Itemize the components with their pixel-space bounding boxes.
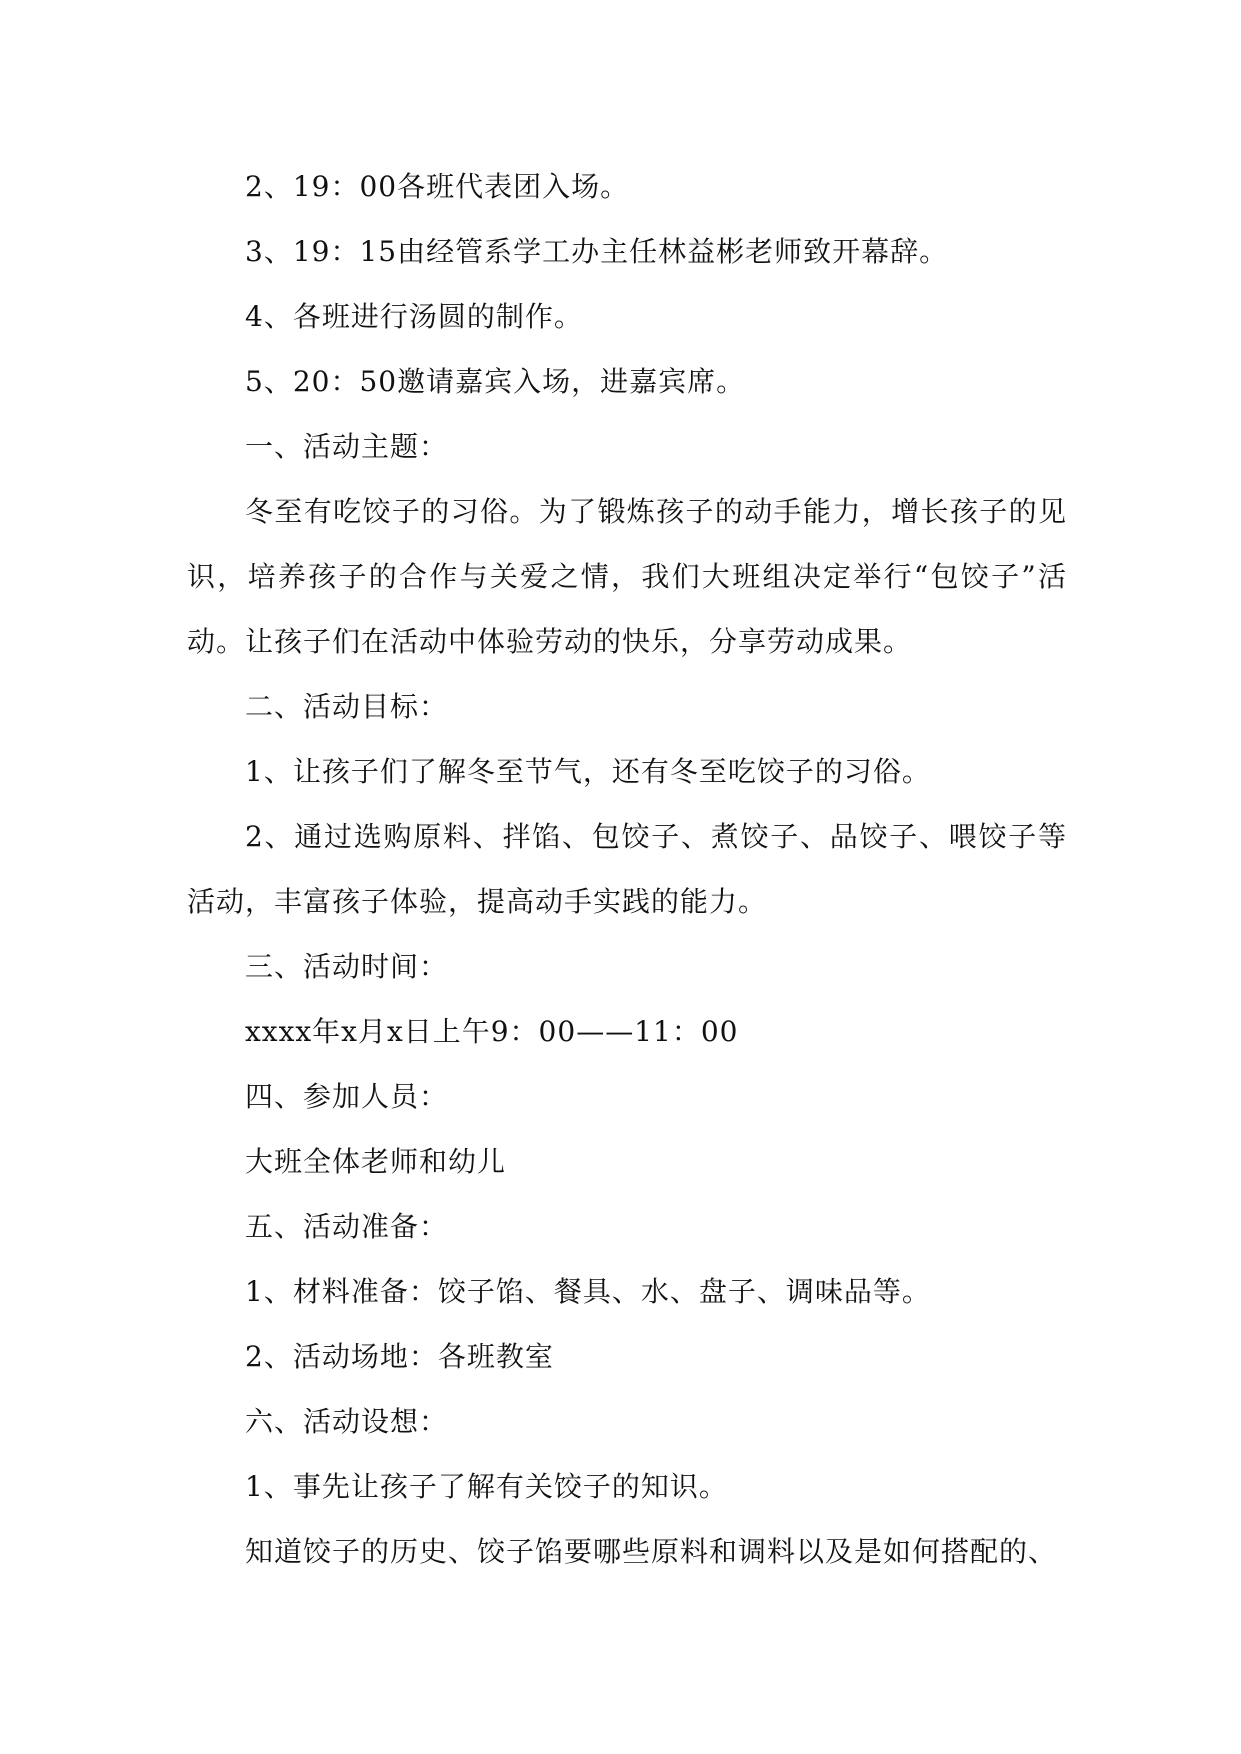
section-heading-participants: 四、参加人员： [245,1080,449,1113]
paragraph-plan-1: 1、事先让孩子了解有关饺子的知识。 [245,1470,728,1503]
paragraph-time: xxxx年x月x日上午9：00——11：00 [245,1015,739,1048]
paragraph-goal-1: 1、让孩子们了解冬至节气，还有冬至吃饺子的习俗。 [245,755,931,788]
paragraph-schedule-4: 4、各班进行汤圆的制作。 [245,300,583,333]
paragraph-schedule-2: 2、19：00各班代表团入场。 [245,170,630,203]
paragraph-goal-2: 2、通过选购原料、拌馅、包饺子、煮饺子、品饺子、喂饺子等活动，丰富孩子体验，提高动手实践的能力。 [187,820,1067,918]
section-heading-plan: 六、活动设想： [245,1405,449,1438]
section-heading-preparation: 五、活动准备： [245,1210,449,1243]
paragraph-theme: 冬至有吃饺子的习俗。为了锻炼孩子的动手能力，增长孩子的见识，培养孩子的合作与关爱之情，我们大班组决定举行“包饺子”活动。让孩子们在活动中体验劳动的快乐，分享劳动成果。 [187,495,1067,658]
paragraph-preparation-1: 1、材料准备：饺子馅、餐具、水、盘子、调味品等。 [245,1275,931,1308]
paragraph-preparation-2: 2、活动场地：各班教室 [245,1340,554,1373]
document-body [187,154,1067,1584]
paragraph-plan-1-detail: 知道饺子的历史、饺子馅要哪些原料和调料以及是如何搭配的、 [245,1535,1058,1568]
section-heading-theme: 一、活动主题： [245,430,449,463]
paragraph-schedule-5: 5、20：50邀请嘉宾入场，进嘉宾席。 [245,365,746,398]
paragraph-schedule-3: 3、19：15由经管系学工办主任林益彬老师致开幕辞。 [245,235,949,268]
section-heading-time: 三、活动时间： [245,950,449,983]
section-heading-goals: 二、活动目标： [245,690,449,723]
paragraph-participants: 大班全体老师和幼儿 [245,1145,507,1178]
